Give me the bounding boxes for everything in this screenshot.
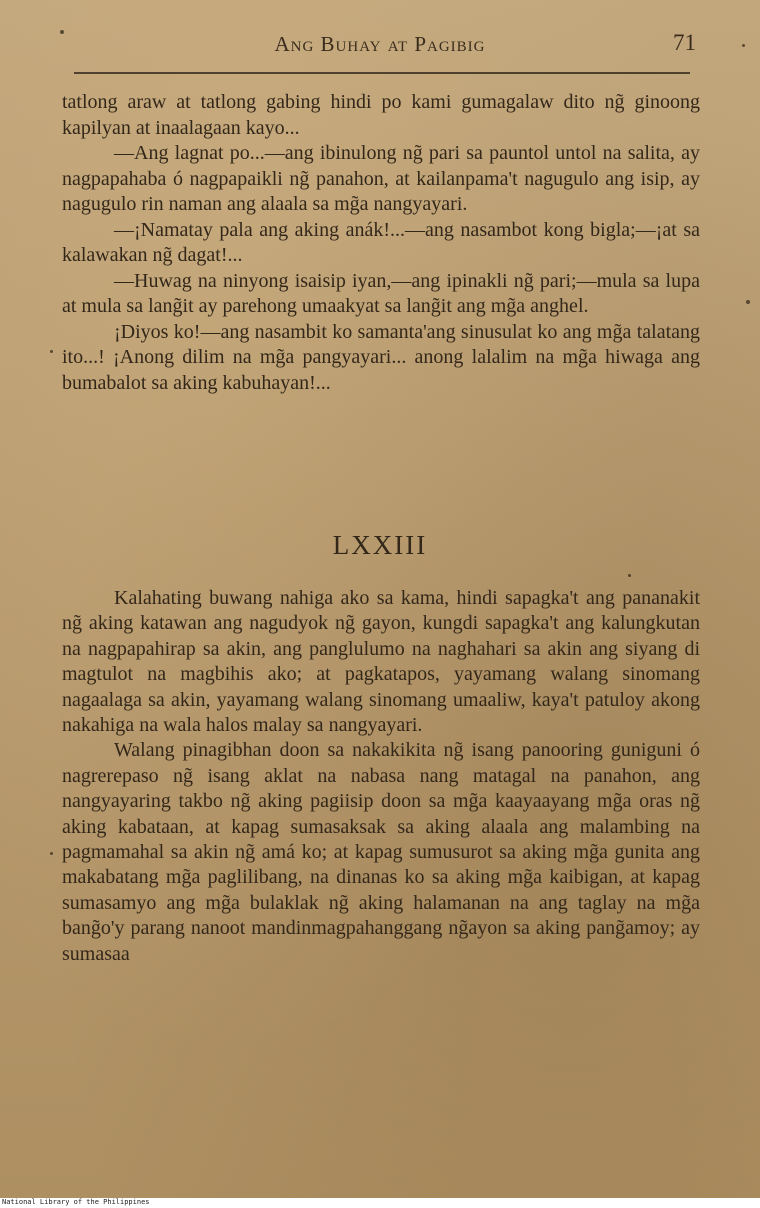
paper-speck — [628, 574, 631, 577]
paper-speck — [746, 300, 750, 304]
paper-speck — [50, 852, 53, 855]
paper-speck — [60, 30, 64, 34]
paper-speck — [50, 350, 53, 353]
page-header — [0, 30, 760, 60]
page-number: 71 — [673, 30, 696, 55]
paper-speck — [742, 44, 745, 47]
page-footer — [0, 1198, 760, 1208]
paragraph: —Huwag na ninyong isaisip iyan,—ang ipinakli ng̃ pari;—mula sa lupa at mula sa lang̃it ay parehong umaakyat sa lang̃it ang mg̃a anghel. — [62, 269, 700, 317]
paragraph: —¡Namatay pala ang aking anák!...—ang nasambot kong bigla;—¡at sa kalawakan ng̃ dagat!... — [62, 218, 700, 266]
text-before-chapter — [62, 90, 700, 396]
text-after-chapter — [62, 586, 700, 967]
library-credit: National Library of the Philippines — [2, 1198, 150, 1206]
running-head: Ang Buhay at Pagibig — [274, 32, 486, 56]
paragraph: Walang pinagibhan doon sa nakakikita ng̃ isang panooring guniguni ó nagrerepaso ng̃ isang aklat na nabasa nang matagal na panahon, ang nangyayaring takbo ng̃ aking pagiisip doon sa mg̃a kaayaayang mg̃a oras ng̃ aking kabataan, at kapag sumasaksak sa aking alaala ang malambing na pagmamahal sa akin ng̃ amá ko; at kapag sumusurot sa aking mg̃a gunita ang makabatang mg̃a paglilibang, na dinanas ko sa aking mg̃a kaibigan, at kapag sumasamyo ang mg̃a bulaklak ng̃ aking halamanan na ang taglay na mg̃a bang̃o'y parang nanoot mandinmagpahanggang ng̃ayon sa aking pang̃amoy; ay sumasaa — [62, 739, 700, 965]
paragraph: ¡Diyos ko!—ang nasambit ko samanta'ang sinusulat ko ang mg̃a talatang ito...! ¡Anong dilim na mg̃a pangyayari... anong lalalim na mg̃a hiwaga ang bumabalot sa aking kabuhayan!... — [62, 320, 700, 394]
chapter-heading: LXXIII — [332, 530, 428, 560]
paragraph: —Ang lagnat po...—ang ibinulong ng̃ pari sa pauntol untol na salita, ay nagpapahaba ó nagpapaikli ng̃ panahon, at kailanpama't nagugulo ang isip, ay nagugulo rin naman ang alaala sa mg̃a nangyayari. — [62, 142, 700, 215]
header-rule — [74, 72, 690, 74]
paragraph: tatlong araw at tatlong gabing hindi po kami gumagalaw dito ng̃ ginoong kapilyan at inaalagaan kayo... — [62, 91, 700, 139]
paragraph: Kalahating buwang nahiga ako sa kama, hindi sapagka't ang pananakit ng̃ aking katawan ang nagudyok ng̃ gayon, kungdi sapagka't ang kalungkutan na nagpapahirap sa akin, ang panglulumo na naghahari sa akin ang siyang di magtulot na magbihis ako; at pagkatapos, yayamang walang sinomang nagaalaga sa akin, yayamang walang sinomang umaaliw, kaya't patuloy akong nakahiga na wala halos malay sa nangyayari. — [62, 587, 700, 737]
